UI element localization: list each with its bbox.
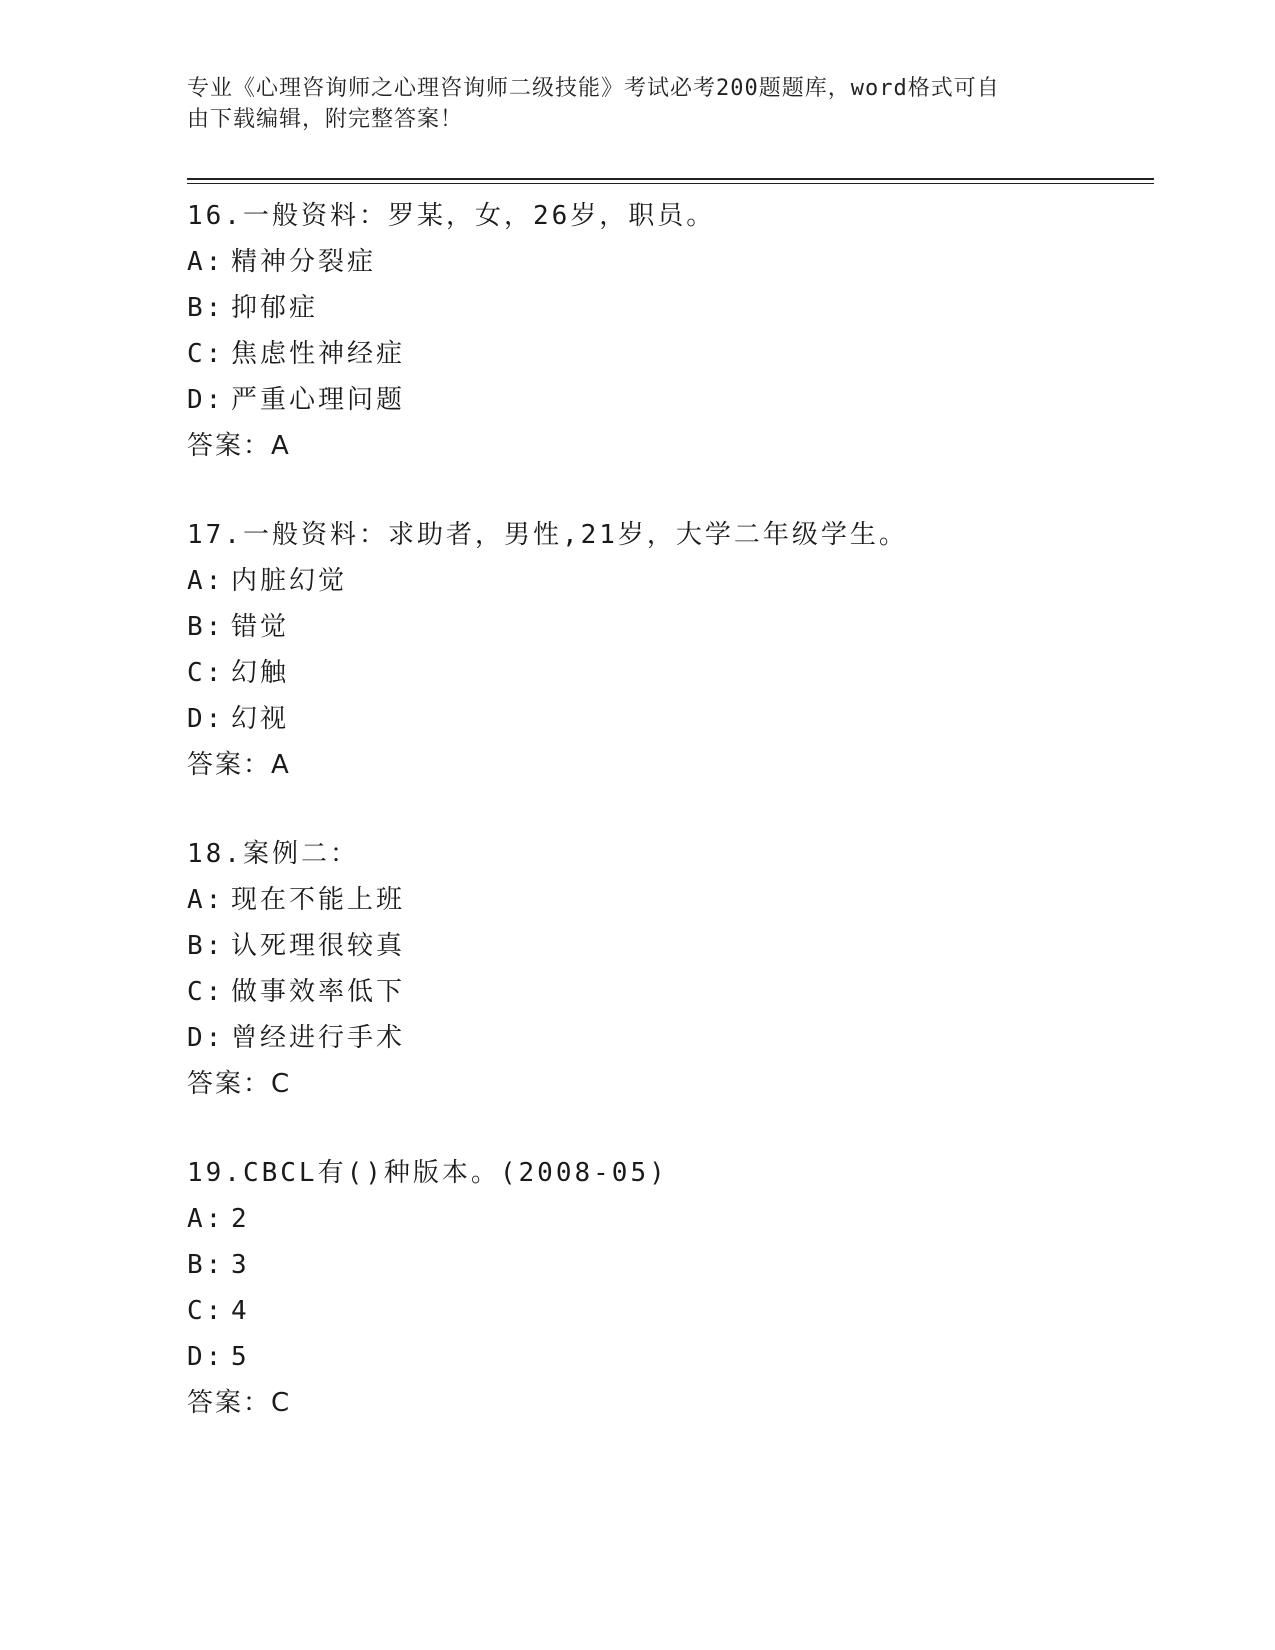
option-letter: C: [187, 339, 225, 369]
question-stem: 17.一般资料：求助者，男性,21岁，大学二年级学生。 [187, 520, 908, 550]
option-letter: D: [187, 704, 225, 734]
document-header [187, 73, 1067, 135]
question-stem: 16.一般资料：罗某，女，26岁，职员。 [187, 201, 716, 231]
option-text: 严重心理问题 [231, 385, 406, 415]
header-divider-thick [187, 178, 1154, 180]
option-letter: A: [187, 566, 225, 596]
question-list [187, 193, 1147, 1469]
option-text: 抑郁症 [231, 293, 319, 323]
option-b [187, 285, 1147, 331]
option-letter: C: [187, 1296, 225, 1326]
answer-line: 答案：C [187, 1069, 292, 1099]
option-text: 3 [231, 1250, 250, 1280]
option-letter: B: [187, 931, 225, 961]
answer-line: 答案：A [187, 750, 291, 780]
option-text: 焦虑性神经症 [231, 339, 406, 369]
option-letter: B: [187, 293, 225, 323]
question-stem: 19.CBCL有()种版本。(2008-05) [187, 1158, 668, 1188]
option-d [187, 377, 1147, 423]
option-letter: A: [187, 1204, 225, 1234]
option-letter: D: [187, 385, 225, 415]
question-16 [187, 193, 1147, 469]
question-stem: 18.案例二： [187, 839, 359, 869]
option-text: 幻触 [231, 658, 290, 688]
option-letter: C: [187, 658, 225, 688]
option-text: 曾经进行手术 [231, 1023, 406, 1053]
option-text: 错觉 [231, 612, 290, 642]
option-c [187, 969, 1147, 1015]
option-c [187, 331, 1147, 377]
option-letter: A: [187, 885, 225, 915]
option-d [187, 1015, 1147, 1061]
option-letter: B: [187, 612, 225, 642]
option-c [187, 1288, 1147, 1334]
option-text: 5 [231, 1342, 250, 1372]
option-d [187, 1334, 1147, 1380]
option-text: 4 [231, 1296, 250, 1326]
option-text: 内脏幻觉 [231, 566, 348, 596]
answer-line: 答案：C [187, 1388, 292, 1418]
question-18 [187, 831, 1147, 1107]
option-a [187, 558, 1147, 604]
option-b [187, 1242, 1147, 1288]
header-line-1: 专业《心理咨询师之心理咨询师二级技能》考试必考200题题库，word格式可自 [187, 76, 1000, 101]
option-d [187, 696, 1147, 742]
header-line-2: 由下载编辑，附完整答案！ [187, 107, 464, 132]
question-19 [187, 1150, 1147, 1426]
option-a [187, 239, 1147, 285]
option-a [187, 1196, 1147, 1242]
option-c [187, 650, 1147, 696]
question-17 [187, 512, 1147, 788]
option-text: 认死理很较真 [231, 931, 406, 961]
option-letter: A: [187, 247, 225, 277]
option-text: 现在不能上班 [231, 885, 406, 915]
option-text: 幻视 [231, 704, 290, 734]
option-text: 做事效率低下 [231, 977, 406, 1007]
option-letter: B: [187, 1250, 225, 1280]
option-text: 精神分裂症 [231, 247, 377, 277]
answer-line: 答案：A [187, 431, 291, 461]
option-letter: C: [187, 977, 225, 1007]
option-text: 2 [231, 1204, 250, 1234]
option-b [187, 604, 1147, 650]
option-letter: D: [187, 1342, 225, 1372]
option-letter: D: [187, 1023, 225, 1053]
header-divider-thin [187, 183, 1154, 184]
option-b [187, 923, 1147, 969]
option-a [187, 877, 1147, 923]
